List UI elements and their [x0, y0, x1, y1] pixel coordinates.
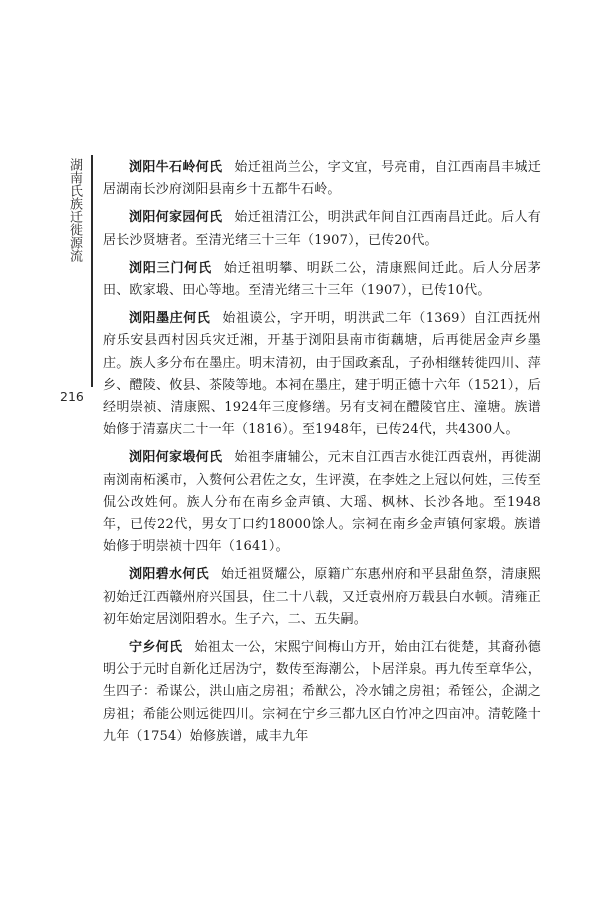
entry-mozhuang [103, 308, 541, 441]
entry-title: 浏阳牛石岭何氏 [129, 160, 223, 175]
entry-sanmen [103, 258, 541, 302]
entry-niushiling [103, 157, 541, 201]
entry-title: 浏阳三门何氏 [129, 260, 212, 276]
entry-body: 始迁祖清江公，明洪武年间自江西南昌迁此。后人有居长沙贤塘者。至清光绪三十三年（1907），已传20代。 [103, 210, 541, 248]
entry-title: 浏阳何家园何氏 [129, 210, 223, 226]
page-number: 216 [60, 389, 84, 404]
entry-title: 浏阳墨庄何氏 [129, 311, 211, 327]
entry-hejiayuan [103, 207, 541, 251]
entry-body: 始迁祖尚兰公，字文宜，号亮甫，自江西南昌丰城迁居湖南长沙府浏阳县南乡十五都牛石岭。 [103, 160, 541, 198]
running-title: 湖南氏族迁徙源流 [67, 158, 82, 262]
margin-rule [91, 155, 93, 387]
entry-hejiaduan [103, 447, 541, 558]
entry-body: 始迁祖贤耀公，原籍广东惠州府和平县甜鱼祭，清康熙初始迁江西赣州府兴国县，住二十八载，又迁袁州府万载县白水顿。清雍正初年始定居浏阳碧水。生子六，二、五失嗣。 [103, 567, 541, 627]
entry-bishui [103, 564, 541, 631]
entry-ningxiang [103, 637, 541, 748]
entry-body: 始祖谟公，字开明，明洪武二年（1369）自江西抚州府乐安县西村因兵灾迁湘，开基于浏阳县南市街藕塘，后再徙居金声乡墨庄。族人多分布在墨庄。明末清初，由于国政紊乱，子孙相继转徙四川、萍乡、醴陵、攸县、茶陵等地。本祠在墨庄，建于明正德十六年（1521），后经明崇祯、清康熙、1924年三度修缮。另有支祠在醴陵官庄、潼塘。族谱始修于清嘉庆二十一年（1816）。至1948年，已传24代，共4300人。 [103, 311, 541, 438]
entry-body: 始祖李庸辅公，元末自江西吉水徙江西袁州，再徙湖南浏南柘溪市，入赘何公君佐之女，生评漠，在李姓之上冠以何姓，三传至侃公改姓何。族人分布在南乡金声镇、大瑶、枫林、长沙各地。至1948年，已传22代，男女丁口约18000馀人。宗祠在南乡金声镇何家塅。族谱始修于明崇祯十四年（1641）。 [103, 450, 541, 555]
entry-body: 始祖太一公，宋熙宁间梅山方开，始由江右徙楚，其裔孙德明公于元时自新化迁居沩宁，数传至海潮公，卜居洋泉。再九传至章华公，生四子：希谋公，洪山庙之房祖；希猷公，冷水铺之房祖；希铚公，企湖之房祖；希能公则远徙四川。宗祠在宁乡三都九区白竹冲之四亩冲。清乾隆十九年（1754）始修族谱，咸丰九年 [103, 640, 541, 744]
entry-title: 浏阳碧水何氏 [129, 567, 210, 583]
text-block [103, 157, 541, 754]
entry-body: 始迁祖明攀、明跃二公，清康熙间迁此。后人分居茅田、欧家塅、田心等地。至清光绪三十三年（1907），已传10代。 [103, 260, 541, 299]
entry-title: 宁乡何氏 [129, 640, 183, 656]
entry-title: 浏阳何家塅何氏 [129, 450, 223, 466]
